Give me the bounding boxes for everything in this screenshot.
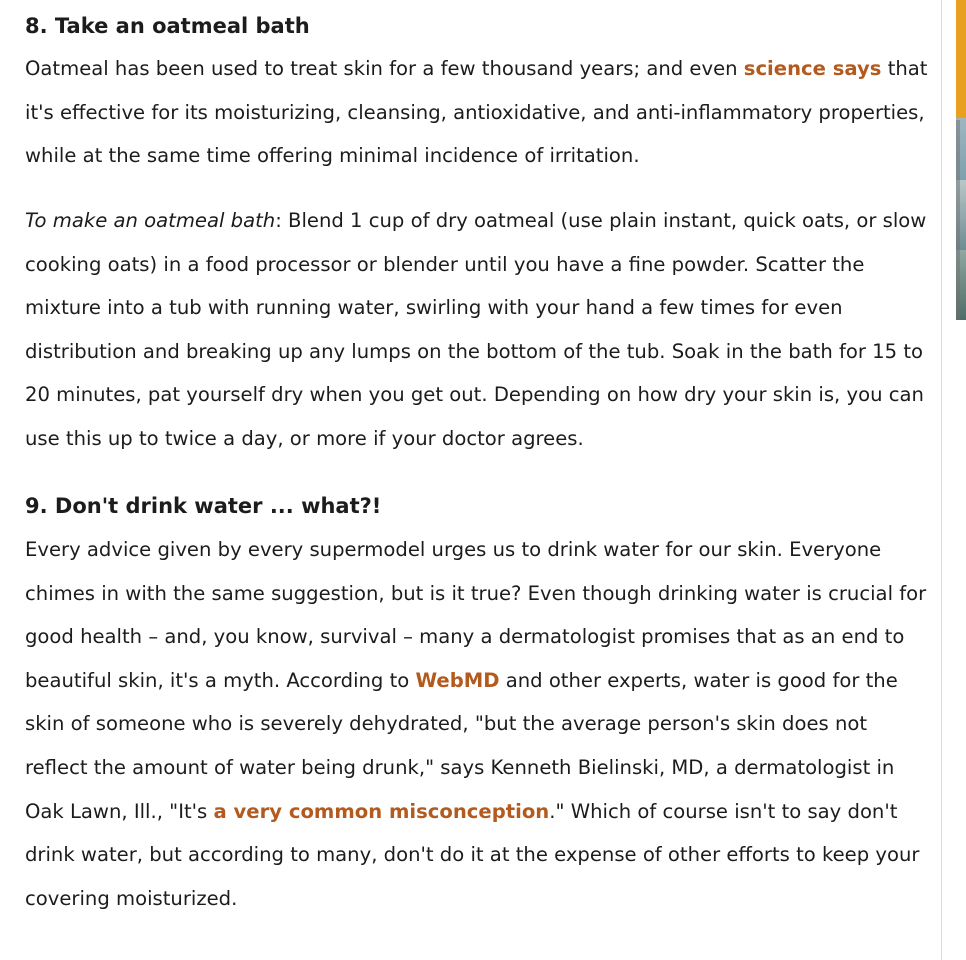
paragraph-text: that it's effective for its moisturizing, cleansing, antioxidative, and anti-inflammatory properties, while at the same time offering minimal incidence of irritation. xyxy=(25,57,928,168)
paragraph-text: and other experts, water is good for the skin of someone who is severely dehydrated, "but the average person's skin does not reflect the amount of water being drunk," says Kenneth Bielinski, MD, a dermatologist in Oak Lawn, Ill., "It's xyxy=(25,668,898,823)
sidebar-image-strip xyxy=(956,120,960,320)
paragraph-oatmeal-intro xyxy=(25,47,930,178)
webmd-link[interactable]: WebMD xyxy=(415,668,500,692)
sidebar-divider xyxy=(941,0,942,960)
paragraph-text: Oatmeal has been used to treat skin for a few thousand years; and even xyxy=(25,57,744,80)
paragraph-text: : Blend 1 cup of dry oatmeal (use plain instant, quick oats, or slow cooking oats) in a food processor or blender until you have a fine powder. Scatter the mixture into a tub with running water, swirling with your hand a few times for even distribution and breaking up any lumps on the bottom of the tub. Soak in the bath for 15 to 20 minutes, pat yourself dry when you get out. Depending on how dry your skin is, you can use this up to twice a day, or more if your doctor agrees. xyxy=(25,209,927,450)
paragraph-water-myth xyxy=(25,528,930,920)
instructions-label: To make an oatmeal bath xyxy=(25,209,276,232)
paragraph-text: Every advice given by every supermodel urges us to drink water for our skin. Everyone chimes in with the same suggestion, but is it true? Even though drinking water is crucial for good health – and, you know, survival – many a dermatologist promises that as an end to beautiful skin, it's a myth. According to xyxy=(25,538,927,692)
section-heading-oatmeal-bath: 8. Take an oatmeal bath xyxy=(25,14,310,38)
paragraph-text: ." Which of course isn't to say don't drink water, but according to many, don't do it at the expense of other efforts to keep your covering moisturized. xyxy=(25,799,920,910)
common-misconception-link[interactable]: a very common misconception xyxy=(213,799,550,823)
science-says-link[interactable]: science says xyxy=(743,57,882,80)
section-heading-drink-water: 9. Don't drink water ... what?! xyxy=(25,494,382,518)
paragraph-oatmeal-instructions xyxy=(25,199,930,461)
